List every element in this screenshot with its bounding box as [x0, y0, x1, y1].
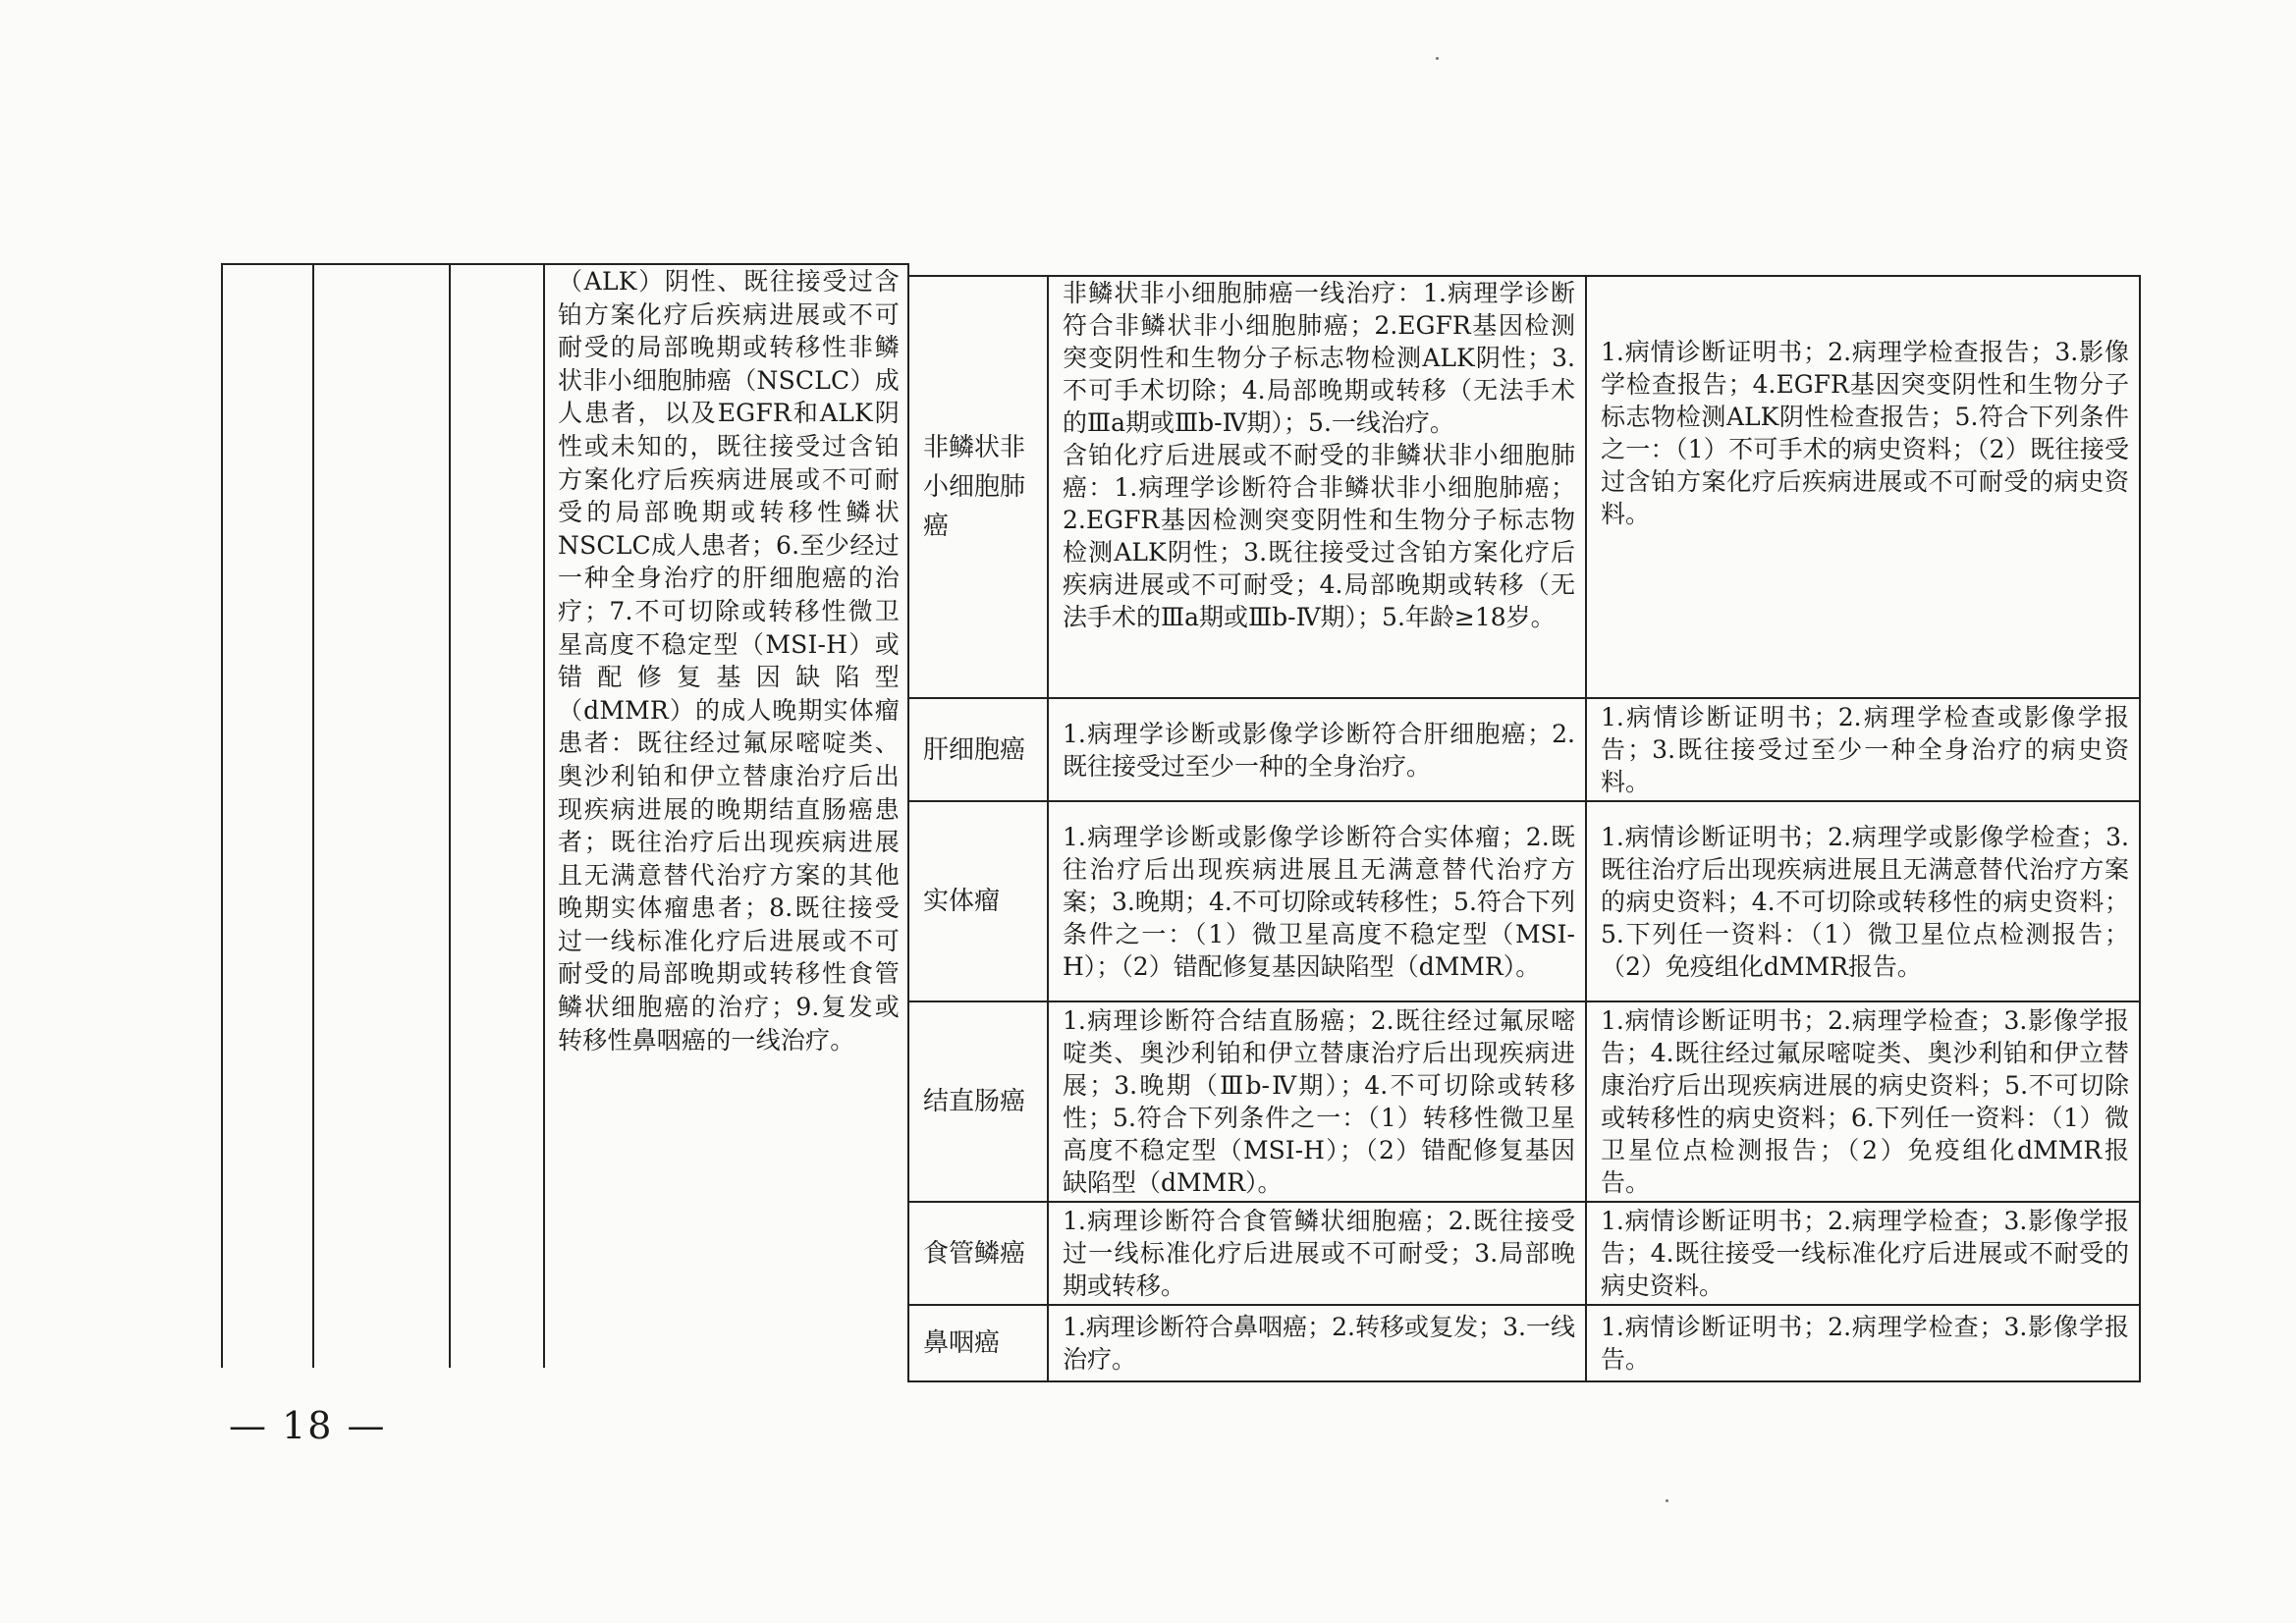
table-row	[908, 276, 2140, 698]
documents-cell: 1.病情诊断证明书；2.病理学检查；3.影像学报告。	[1586, 1305, 2140, 1381]
criteria-text: 非鳞状非小细胞肺癌一线治疗：1.病理学诊断符合非鳞状非小细胞肺癌；2.EGFR基因检测突变阴性和生物分子标志物检测ALK阴性；3.不可手术切除；4.局部晚期或转移（无法手术的Ⅲa期或Ⅲb-Ⅳ期）；5.一线治疗。 含铂化疗后进展或不耐受的非鳞状非小细胞肺癌：1.病理学诊断符合非鳞状非小细胞肺癌；2.EGFR基因检测突变阴性和生物分子标志物检测ALK阴性；3.既往接受过含铂方案化疗后疾病进展或不可耐受；4.局部晚期或转移（无法手术的Ⅲa期或Ⅲb-Ⅳ期）；5.年龄≥18岁。	[1063, 279, 1575, 631]
criteria-cell: 1.病理诊断符合结直肠癌；2.既往经过氟尿嘧啶类、奥沙利铂和伊立替康治疗后出现疾病进展；3.晚期（Ⅲb-Ⅳ期）；4.不可切除或转移性；5.符合下列条件之一：（1）转移性微卫星高度不稳定型（MSI-H）；（2）错配修复基因缺陷型（dMMR）。	[1048, 1001, 1586, 1202]
criteria-cell	[1048, 276, 1586, 698]
disease-name-cell: 食管鳞癌	[908, 1202, 1048, 1305]
criteria-cell: 1.病理诊断符合食管鳞状细胞癌；2.既往接受过一线标准化疗后进展或不可耐受；3.局部晚期或转移。	[1048, 1202, 1586, 1305]
documents-cell: 1.病情诊断证明书；2.病理学或影像学检查；3.既往治疗后出现疾病进展且无满意替代治疗方案的病史资料；4.不可切除或转移性的病史资料；5.下列任一资料：（1）微卫星位点检测报告；（2）免疫组化dMMR报告。	[1586, 801, 2140, 1001]
documents-cell: 1.病情诊断证明书；2.病理学检查报告；3.影像学检查报告；4.EGFR基因突变阴性和生物分子标志物检测ALK阴性检查报告；5.符合下列条件之一：（1）不可手术的病史资料；（2）既往接受过含铂方案化疗后疾病进展或不可耐受的病史资料。	[1586, 276, 2140, 698]
disease-name-cell: 鼻咽癌	[908, 1305, 1048, 1381]
criteria-table	[907, 275, 2141, 1382]
disease-name-cell: 实体瘤	[908, 801, 1048, 1001]
criteria-cell: 1.病理学诊断或影像学诊断符合肝细胞癌；2.既往接受过至少一种的全身治疗。	[1048, 698, 1586, 801]
table-row	[908, 1202, 2140, 1305]
criteria-cell: 1.病理诊断符合鼻咽癌；2.转移或复发；3.一线治疗。	[1048, 1305, 1586, 1381]
documents-cell: 1.病情诊断证明书；2.病理学检查；3.影像学报告；4.既往接受一线标准化疗后进展或不耐受的病史资料。	[1586, 1202, 2140, 1305]
left-table-col-line-1	[221, 263, 223, 1368]
table-row	[908, 801, 2140, 1001]
criteria-cell: 1.病理学诊断或影像学诊断符合实体瘤；2.既往治疗后出现疾病进展且无满意替代治疗方案；3.晚期；4.不可切除或转移性；5.符合下列条件之一：（1）微卫星高度不稳定型（MSI-H）；（2）错配修复基因缺陷型（dMMR）。	[1048, 801, 1586, 1001]
table-row	[908, 698, 2140, 801]
left-table-col-line-4	[543, 263, 545, 1368]
indication-text: （ALK）阴性、既往接受过含铂方案化疗后疾病进展或不可耐受的局部晚期或转移性非鳞状非小细胞肺癌（NSCLC）成人患者，以及EGFR和ALK阴性或未知的，既往接受过含铂方案化疗后疾病进展或不可耐受的局部晚期或转移性鳞状NSCLC成人患者；6.至少经过一种全身治疗的肝细胞癌的治疗；7.不可切除或转移性微卫星高度不稳定型（MSI-H）或错配修复基因缺陷型（dMMR）的成人晚期实体瘤患者：既往经过氟尿嘧啶类、奥沙利铂和伊立替康治疗后出现疾病进展的晚期结直肠癌患者；既往治疗后出现疾病进展且无满意替代治疗方案的其他晚期实体瘤患者；8.既往接受过一线标准化疗后进展或不可耐受的局部晚期或转移性食管鳞状细胞癌的治疗；9.复发或转移性鼻咽癌的一线治疗。	[558, 267, 900, 1055]
page-number: — 18 —	[229, 1404, 387, 1447]
table-row	[908, 1305, 2140, 1381]
table-row	[908, 1001, 2140, 1202]
scan-speck	[1436, 57, 1439, 60]
documents-cell: 1.病情诊断证明书；2.病理学检查；3.影像学报告；4.既往经过氟尿嘧啶类、奥沙利铂和伊立替康治疗后出现疾病进展的病史资料；5.不可切除或转移性的病史资料；6.下列任一资料：（1）微卫星位点检测报告；（2）免疫组化dMMR报告。	[1586, 1001, 2140, 1202]
disease-name-cell: 结直肠癌	[908, 1001, 1048, 1202]
scan-speck	[1666, 1499, 1668, 1502]
left-table-col-line-2	[312, 263, 314, 1368]
left-table-col-line-3	[449, 263, 451, 1368]
disease-name-cell: 肝细胞癌	[908, 698, 1048, 801]
documents-cell: 1.病情诊断证明书；2.病理学检查或影像学报告；3.既往接受过至少一种全身治疗的病史资料。	[1586, 698, 2140, 801]
disease-name-cell: 非鳞状非小细胞肺癌	[908, 276, 1048, 698]
